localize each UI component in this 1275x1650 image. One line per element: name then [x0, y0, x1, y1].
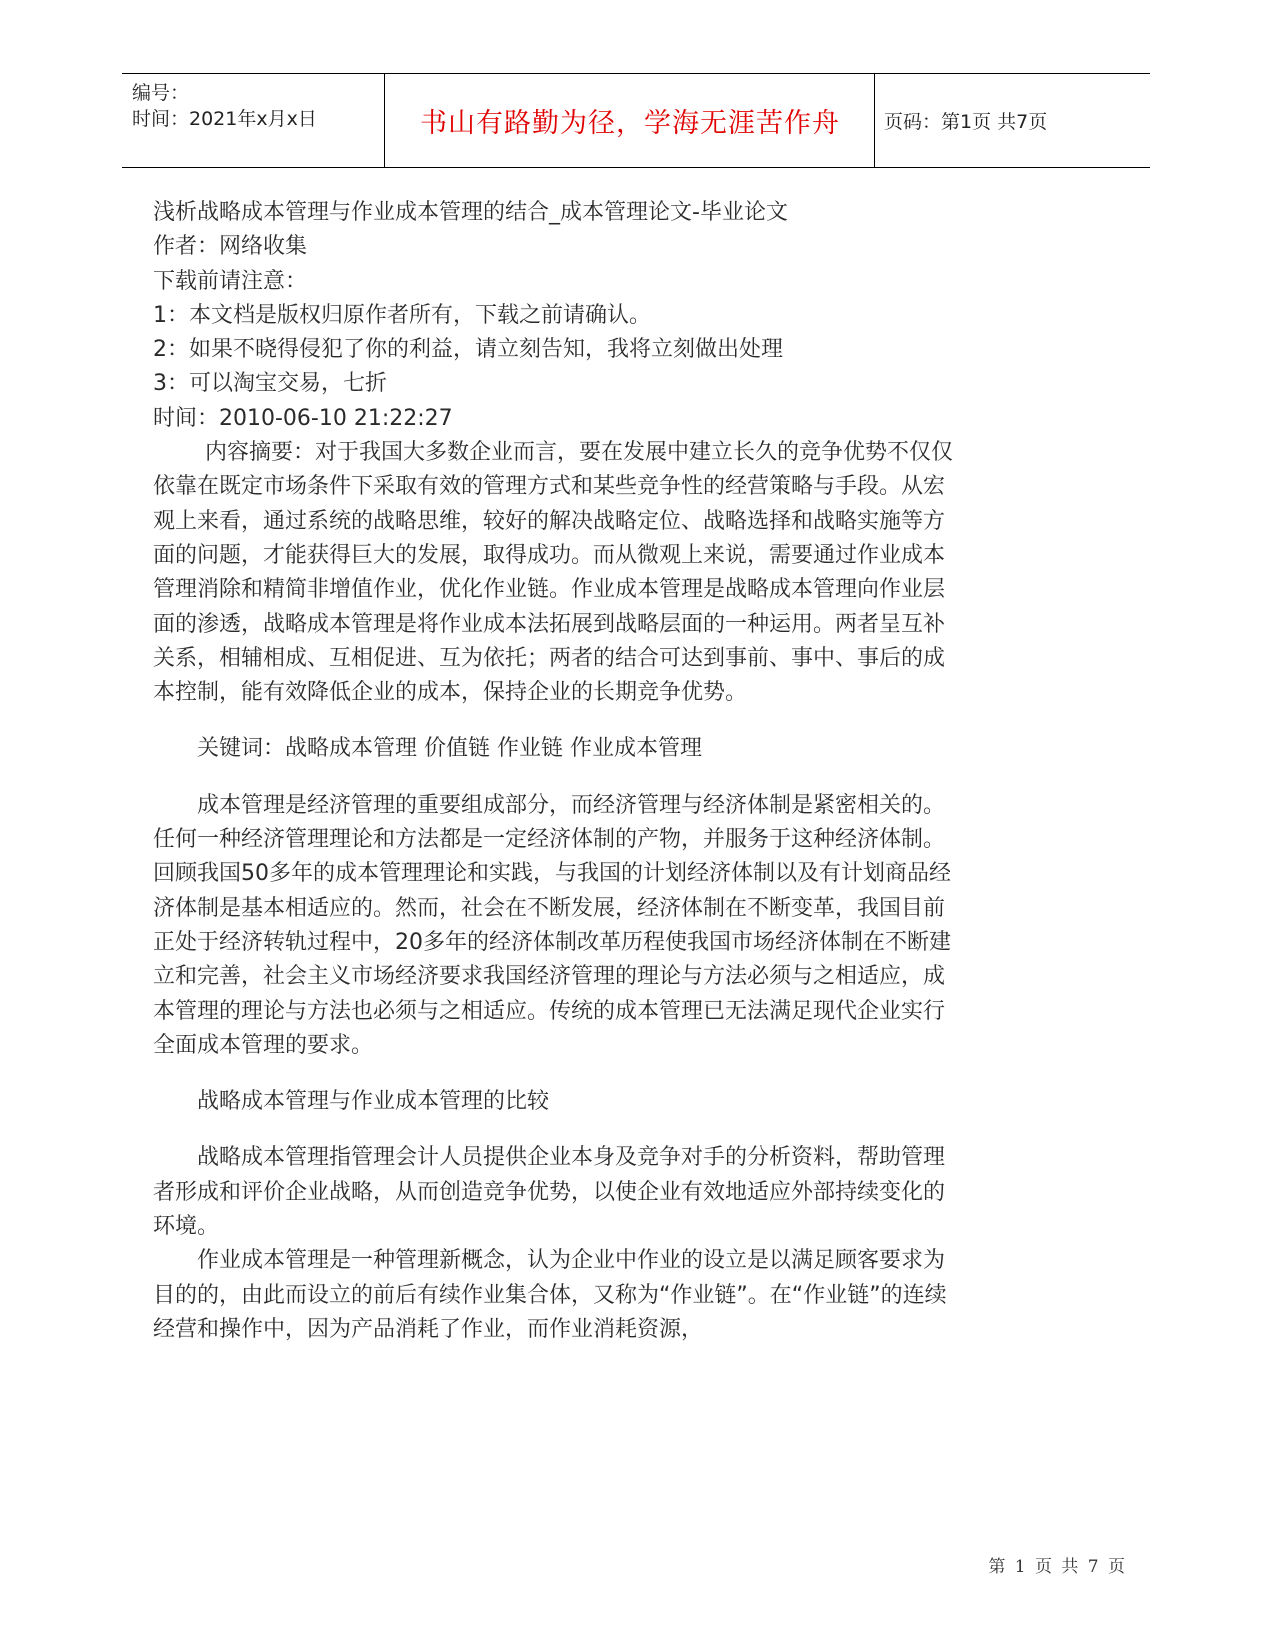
time-label: 时间：2021年x月x日	[132, 108, 317, 130]
notice-item: 3：可以淘宝交易，七折	[153, 371, 387, 397]
page-header	[122, 73, 1150, 168]
page-footer: 第 1 页 共 7 页	[988, 1557, 1127, 1577]
doc-time: 时间：2010-06-10 21:22:27	[153, 405, 453, 431]
body-paragraph: 成本管理是经济管理的重要组成部分，而经济管理与经济体制是紧密相关的。任何一种经济管理理论和方法都是一定经济体制的产物，并服务于这种经济体制。回顾我国50多年的成本管理理论和实践，与我国的计划经济体制以及有计划商品经济体制是基本相适应的。然而，社会在不断发展，经济体制在不断变革，我国目前正处于经济转轨过程中，20多年的经济体制改革历程使我国市场经济体制在不断建立和完善，社会主义市场经济要求我国经济管理的理论与方法必须与之相适应，成本管理的理论与方法也必须与之相适应。传统的成本管理已无法满足现代企业实行全面成本管理的要求。	[153, 792, 951, 1058]
body-paragraph: 战略成本管理指管理会计人员提供企业本身及竞争对手的分析资料，帮助管理者形成和评价企业战略，从而创造竞争优势，以使企业有效地适应外部持续变化的环境。	[153, 1145, 946, 1240]
abstract-paragraph: 内容摘要：对于我国大多数企业而言，要在发展中建立长久的竞争优势不仅仅依靠在既定市场条件下采取有效的管理方式和某些竞争性的经营策略与手段。从宏观上来看，通过系统的战略思维，较好的解决战略定位、战略选择和战略实施等方面的问题，才能获得巨大的发展，取得成功。而从微观上来说，需要通过作业成本管理消除和精简非增值作业，优化作业链。作业成本管理是战略成本管理向作业层面的渗透，战略成本管理是将作业成本法拓展到战略层面的一种运用。两者呈互补关系，相辅相成、互相促进、互为依托；两者的结合可达到事前、事中、事后的成本控制，能有效降低企业的成本，保持企业的长期竞争优势。	[153, 440, 954, 706]
doc-author: 作者：网络收集	[153, 234, 308, 260]
doc-title: 浅析战略成本管理与作业成本管理的结合_成本管理论文-毕业论文	[153, 200, 788, 225]
body-paragraph: 作业成本管理是一种管理新概念，认为企业中作业的设立是以满足顾客要求为目的的，由此而设立的前后有续作业集合体，又称为“作业链”。在“作业链”的连续经营和操作中，因为产品消耗了作业，而作业消耗资源，	[153, 1248, 947, 1342]
header-page-label: 页码：第1页 共7页	[884, 111, 1048, 133]
number-label: 编号：	[132, 82, 190, 104]
header-slogan: 书山有路勤为径，学海无涯苦作舟	[420, 108, 840, 139]
header-divider	[874, 74, 875, 167]
keywords: 关键词：战略成本管理 价值链 作业链 作业成本管理	[197, 736, 702, 762]
document-body	[153, 196, 963, 1347]
notice-item: 2：如果不晓得侵犯了你的利益，请立刻告知，我将立刻做出处理	[153, 337, 783, 363]
header-meta	[132, 80, 382, 132]
section-heading: 战略成本管理与作业成本管理的比较	[197, 1089, 550, 1115]
notice-item: 1：本文档是版权归原作者所有，下载之前请确认。	[153, 302, 651, 328]
notice-heading: 下载前请注意：	[153, 268, 308, 294]
